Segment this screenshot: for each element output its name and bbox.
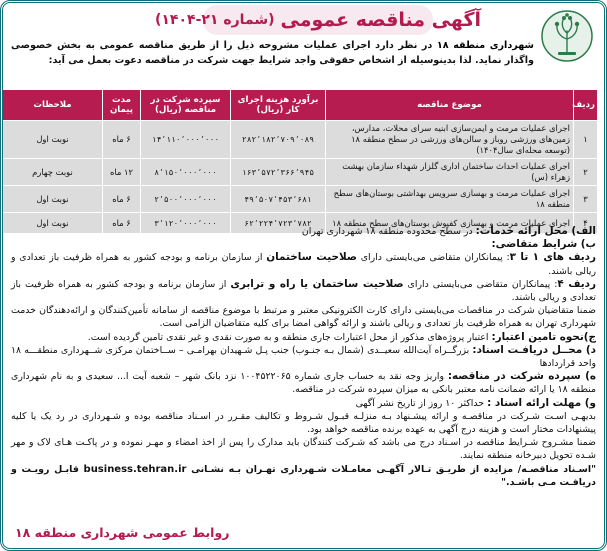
section-f-label: و) مهلت ارائه اسناد : <box>487 396 596 409</box>
closing-paragraph-3 <box>11 463 596 489</box>
cell-row-number: ۲ <box>574 159 598 186</box>
cell-duration: ۶ ماه <box>103 121 141 159</box>
col-header-duration: مدت پیمان <box>103 90 141 121</box>
section-a <box>11 225 596 238</box>
table-row <box>3 159 598 186</box>
cell-deposit: ۸٬۱۵۰٬۰۰۰٬۰۰۰ <box>141 159 231 186</box>
cell-deposit: ۱۴٬۱۱۰٬۰۰۰٬۰۰۰ <box>141 121 231 159</box>
section-e-label: ه) سپرده شرکت در مناقصه: <box>447 370 597 383</box>
closing-3b: قابـل رویـت و دریافـت مـی باشـد." <box>11 463 596 488</box>
ad-title-banner <box>154 5 482 35</box>
section-b1-bold: صلاحیت ساختمان <box>266 251 357 264</box>
section-b1-label: ردیف های ۱ تا ۳ <box>509 251 596 264</box>
cell-subject: اجرای عملیات مرمت و ایمن‌سازی ابنیه سرای محلات، مدارس، زمین‌های ورزشی روباز و سالن‌های ورزشی در سطح منطقه ۱۸ (توسعه محله‌ای سال۱۴۰۴) <box>326 121 574 159</box>
col-header-estimate: برآورد هزینه اجرای کار (ریال) <box>231 90 326 121</box>
section-b1 <box>11 251 596 277</box>
cell-row-number: ۱ <box>574 121 598 159</box>
table-row <box>3 121 598 159</box>
intro-paragraph <box>11 39 534 68</box>
cell-deposit: ۳٬۱۲۰٬۰۰۰٬۰۰۰ <box>141 213 231 234</box>
cell-subject: اجرای عملیات مرمت و بهسازی کفپوش بوستان‌های سطح منطقه ۱۸ <box>326 213 574 234</box>
section-d <box>11 344 596 370</box>
section-a-label: الف) محل ارائه خدمات: <box>475 225 596 237</box>
col-header-notes: ملاحظات <box>3 90 103 121</box>
conditions-body <box>11 225 596 489</box>
cell-row-number: ۴ <box>574 213 598 234</box>
section-e-text: واریز وجه نقد به حساب جاری شماره ۱۰۰۴۵۲۲۰۶۵ نزد بانک شهر – شعبه آیت ا... سعیدی و به نام شهرداری منطقه ۱۸ یا ارائه ضمانت نامه معتبر بانکی به میزان سپرده شرکت در مناقصه. <box>11 371 596 396</box>
section-f-text: حداکثر ۱۰ روز از تاریخ نشر آگهی <box>355 397 488 409</box>
table-header-row <box>3 90 598 121</box>
section-c-label: ج)نحوه تامین اعتبار: <box>491 330 596 343</box>
cell-estimate: ۱۶۳٬۵۷۲٬۳۶۶٬۹۴۵ <box>231 159 326 186</box>
ad-title: آگهی مناقصه عمومی <box>280 9 482 31</box>
section-b4-bold: صلاحیت ساختمان یا راه و ترابری <box>230 277 404 290</box>
tender-table <box>2 89 598 234</box>
section-b4-text-2: از سازمان برنامه و بودجه کشور به همراه ظرفیت باز تعدادی و ریالی باشند. <box>11 278 596 304</box>
cell-subject: اجرای عملیات احداث ساختمان اداری گلزار شهداء سازمان بهشت زهراء (س) <box>326 159 574 186</box>
col-header-subject: موضوع مناقصه <box>326 90 574 121</box>
closing-paragraph-2: ضمنا مشـروح شـرایط مناقصه در اسـناد درج می باشد که شـرکت کنندگان باید مدارک را پس از اخذ امضاء و مهـر نموده و در پاکـت هـای لاک و مهر شـده تحویل دبیرخانه منطقه نمایند. <box>11 437 596 462</box>
cell-subject: اجرای عملیات مرمت و بهسازی سرویس بهداشتی بوستان‌های سطح منطقه ۱۸ <box>326 186 574 213</box>
signature: روابط عمومی شهرداری منطقه ۱۸ <box>15 525 230 540</box>
section-b4-text-1: : پیمانکاران متقاضی می‌بایستی دارای <box>403 278 558 290</box>
closing-3a: "اسـناد مناقصـه/ مزایده از طریـق تـالار آگهـی معامـلات شـهرداری تهـران بـه نشـانی <box>186 463 596 475</box>
section-f <box>11 397 596 410</box>
cell-row-number: ۳ <box>574 186 598 213</box>
cell-notes: نوبت اول <box>3 213 103 234</box>
cell-deposit: ۲٬۵۰۰٬۰۰۰٬۰۰۰ <box>141 186 231 213</box>
col-header-row-number: ردیف <box>574 90 598 121</box>
municipality-logo-icon <box>540 9 594 63</box>
closing-paragraph-1: بدیهـی اسـت شـرکت در مناقصـه و ارائه پیشـنهاد بـه منزلـه قبـول شـروط و تکالیف مقـرر در اسـناد مناقصه بوده و شـهرداری در رد یک یا کلیه پیشنهادات مختار است و هزینه درج آگهی به عهده برنده مناقصه خواهد بود. <box>11 410 596 436</box>
cell-duration: ۱۲ ماه <box>103 159 141 186</box>
general-conditions: ضمنا متقاضیان شرکت در مناقصات می‌بایستی دارای کارت الکترونیکی معتبر و مرتبط با موضوع مناقصه از سامانه تأمین‌کنندگان و ارائه‌دهندگان خدمت شهرداری تهران به همراه ظرفیت باز تعدادی و ریالی باشند و ارائه گواهی امضا برای کلیه متقاضیان الزامی است. <box>11 305 596 330</box>
section-a-text: در سطح محدوده منطقه ۱۸ شهرداری تهران <box>301 226 476 237</box>
section-b4-label: ردیف ۴ <box>557 277 596 290</box>
col-header-deposit: سپرده شرکت در مناقصه (ریال) <box>141 90 231 121</box>
table-row <box>3 186 598 213</box>
section-b <box>11 238 596 251</box>
website-link[interactable]: business.tehran.ir <box>83 463 187 475</box>
cell-notes: نوبت اول <box>3 186 103 213</box>
ad-number: (شماره ۲۱-۱۴۰۴) <box>154 12 275 28</box>
cell-duration: ۶ ماه <box>103 186 141 213</box>
intro-text: در نظر دارد اجرای عملیات مشروحه ذیل را از طریق مناقصه عمومی به بخش خصوصی واگذار نماید. لذا بدینوسیله از اشخاص حقوقی واجد شرایط جهت شرکت در مناقصه دعوت بعمل می آید: <box>11 40 534 66</box>
section-c-text: اعتبار پروژه‌های مذکور از محل اعتبارات جاری منطقه و به صورت نقدی و غیر نقدی تامین گردیده است. <box>87 331 492 343</box>
intro-org: شهرداری منطقه ۱۸ <box>436 40 534 51</box>
section-b4 <box>11 278 596 304</box>
section-c <box>11 331 596 344</box>
section-b-label: ب) شرایط متقاضی: <box>491 238 596 251</box>
section-d-text: بزرگــراه آیت‌الله سعیــدی (شمال بـه جنـوب) جنب پـل شـهیدان بهرامـی – ســاختمان مرکزی شــهرداری منطقـــه ۱۸ واحد قراردادها <box>11 344 596 370</box>
cell-notes: نوبت اول <box>3 121 103 159</box>
section-b1-text-1: : پیمانکاران متقاضی می‌بایستی دارای <box>356 252 510 264</box>
section-e <box>11 370 596 396</box>
section-b1-text-2: از سازمان برنامه و بودجه کشور به همراه ظرفیت باز تعدادی و ریالی باشند. <box>11 252 596 277</box>
section-d-label: د) محــل دریافـت اسناد: <box>472 343 596 356</box>
cell-duration: ۶ ماه <box>103 213 141 234</box>
cell-estimate: ۲۸۲٬۱۸۲٬۷۰۹٬۰۸۹ <box>231 121 326 159</box>
cell-estimate: ۶۲٬۲۲۴٬۷۲۳٬۷۸۲ <box>231 213 326 234</box>
cell-estimate: ۴۹٬۵۰۷٬۴۵۳٬۶۸۱ <box>231 186 326 213</box>
cell-notes: نوبت چهارم <box>3 159 103 186</box>
